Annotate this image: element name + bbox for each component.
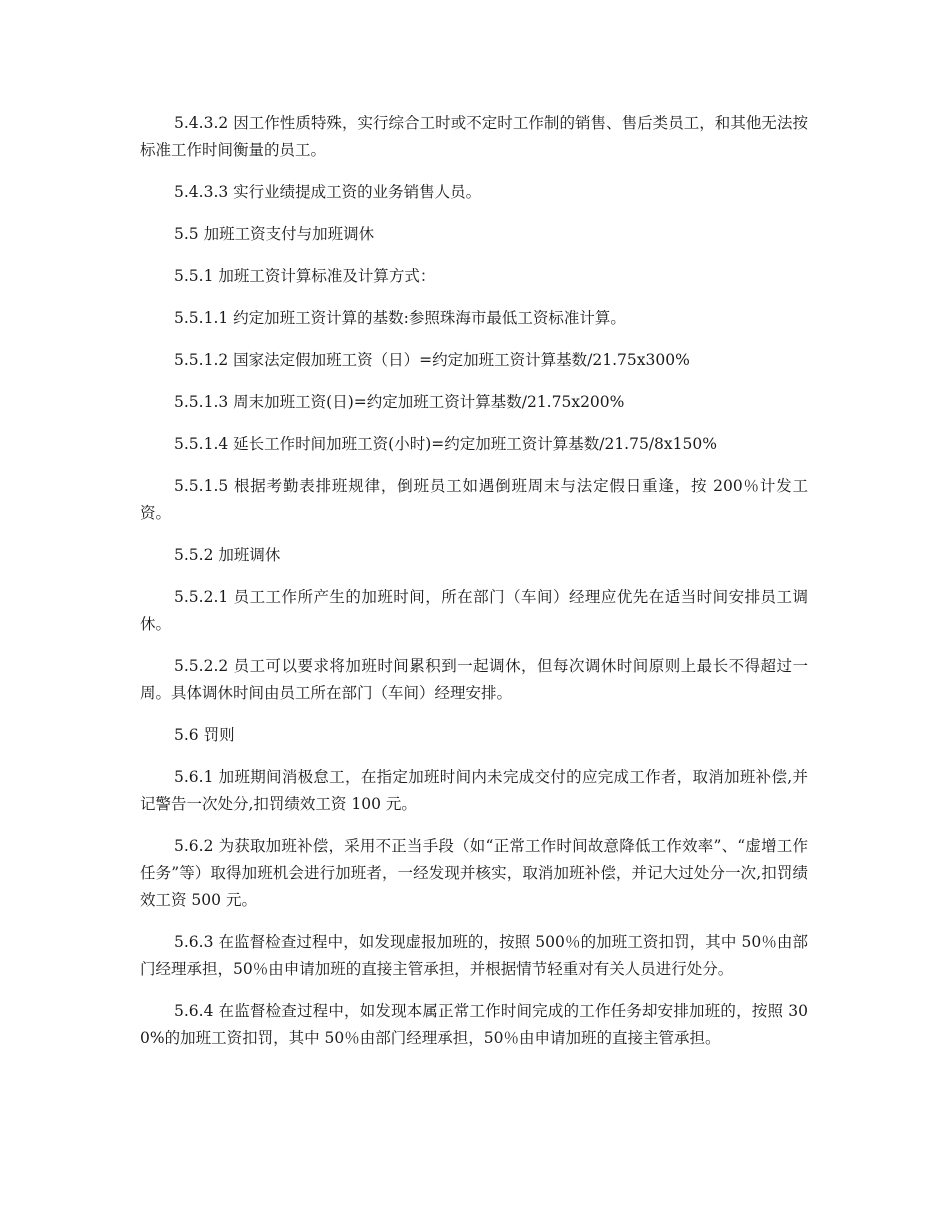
paragraph-5-4-3-3: 5.4.3.3 实行业绩提成工资的业务销售人员。 — [174, 183, 482, 201]
paragraph-5-5-1-5: 5.5.1.5 根据考勤表排班规律，倒班员工如遇倒班周末与法定假日重逢，按 200％计发工资。 — [140, 477, 808, 522]
paragraph-5-6-1: 5.6.1 加班期间消极怠工，在指定加班时间内未完成交付的应完成工作者，取消加班补偿,并记警告一次处分,扣罚绩效工资 100 元。 — [140, 768, 808, 813]
paragraph-5-5-1-4: 5.5.1.4 延长工作时间加班工资(小时)=约定加班工资计算基数/21.75/8x150% — [174, 435, 717, 453]
paragraph-5-5-2-2: 5.5.2.2 员工可以要求将加班时间累积到一起调休，但每次调休时间原则上最长不得超过一周。具体调休时间由员工所在部门（车间）经理安排。 — [140, 657, 808, 702]
paragraph-5-6-4: 5.6.4 在监督检查过程中，如发现本属正常工作时间完成的工作任务却安排加班的，按照 300%的加班工资扣罚，其中 50％由部门经理承担，50％由申请加班的直接主管承担。 — [140, 1002, 808, 1047]
paragraph-5-6-2: 5.6.2 为获取加班补偿，采用不正当手段（如“正常工作时间故意降低工作效率”、“虚增工作任务”等）取得加班机会进行加班者，一经发现并核实，取消加班补偿，并记大过处分一次,扣罚绩效工资 500 元。 — [140, 837, 808, 909]
section-heading-5-5: 5.5 加班工资支付与加班调休 — [174, 225, 375, 243]
section-heading-5-5-2: 5.5.2 加班调休 — [174, 546, 281, 564]
paragraph-5-6-3: 5.6.3 在监督检查过程中，如发现虚报加班的，按照 500％的加班工资扣罚，其中 50％由部门经理承担，50％由申请加班的直接主管承担，并根据情节轻重对有关人员进行处分。 — [140, 933, 808, 978]
section-heading-5-5-1: 5.5.1 加班工资计算标准及计算方式： — [174, 267, 436, 285]
paragraph-5-5-1-2: 5.5.1.2 国家法定假加班工资（日）=约定加班工资计算基数/21.75x300% — [174, 351, 690, 369]
paragraph-5-5-2-1: 5.5.2.1 员工工作所产生的加班时间，所在部门（车间）经理应优先在适当时间安排员工调休。 — [140, 588, 808, 633]
section-heading-5-6: 5.6 罚则 — [174, 726, 235, 744]
paragraph-5-5-1-3: 5.5.1.3 周末加班工资(日)=约定加班工资计算基数/21.75x200% — [174, 393, 625, 411]
document-body — [140, 110, 808, 1067]
paragraph-5-5-1-1: 5.5.1.1 约定加班工资计算的基数:参照珠海市最低工资标准计算。 — [174, 309, 626, 327]
paragraph-5-4-3-2: 5.4.3.2 因工作性质特殊，实行综合工时或不定时工作制的销售、售后类员工，和其他无法按标准工作时间衡量的员工。 — [140, 114, 808, 159]
